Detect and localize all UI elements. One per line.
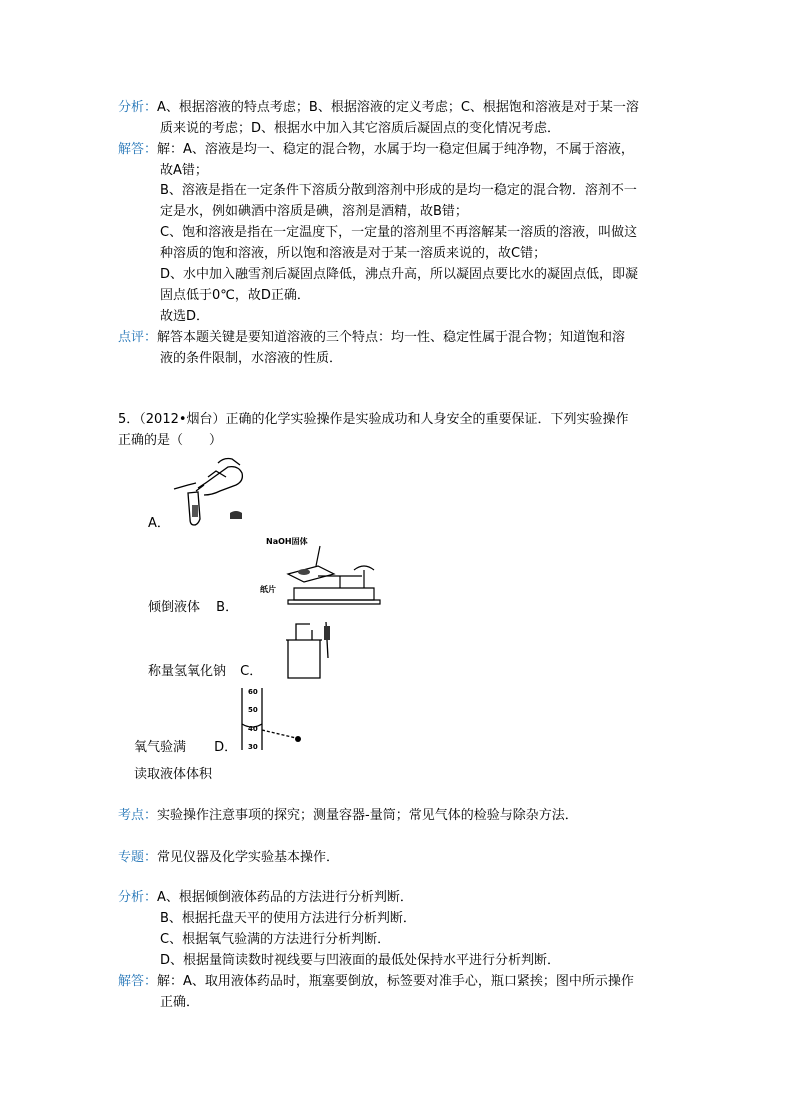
analysis-text-line: B、根据托盘天平的使用方法进行分析判断．	[160, 911, 416, 926]
option-c-label: C．	[240, 664, 263, 679]
mark-40: 40	[248, 725, 258, 733]
answer-text-line: 种溶质的饱和溶液，所以饱和溶液是对于某一溶质来说的，故C错；	[160, 246, 547, 261]
balance-figure	[258, 532, 384, 608]
option-d-label: D．	[214, 740, 238, 755]
analysis-text-line: A、根据倾倒液体药品的方法进行分析判断．	[157, 890, 413, 905]
q5-zhuanti	[118, 848, 339, 868]
zhuanti-text: 常见仪器及化学实验基本操作．	[157, 850, 340, 865]
analysis-text-line: D、根据量筒读数时视线要与凹液面的最低处保持水平进行分析判断．	[160, 953, 561, 968]
pouring-liquid-figure	[168, 455, 258, 530]
option-b-label: B．	[216, 600, 239, 615]
answer-text-line: 解：A、取用液体药品时，瓶塞要倒放，标签要对准手心，瓶口紧挨；图中所示操作	[157, 974, 634, 989]
option-a-caption: 倾倒液体	[148, 600, 201, 615]
answer-label: 解答：	[118, 974, 158, 989]
answer-text-line: 故选D．	[160, 309, 210, 324]
analysis-label: 分析：	[118, 890, 158, 905]
option-d-caption: 读取液体体积	[134, 767, 213, 782]
option-c-caption: 氧气验满	[134, 740, 187, 755]
analysis-text-line: A、根据溶液的特点考虑；B、根据溶液的定义考虑；C、根据饱和溶液是对于某一溶	[157, 100, 639, 115]
comment-text-line: 解答本题关键是要知道溶液的三个特点：均一性、稳定性属于混合物；知道饱和溶	[157, 330, 626, 345]
answer-text-line: 解：A、溶液是均一、稳定的混合物，水属于均一稳定但属于纯净物，不属于溶液，	[157, 142, 634, 157]
answer-text-line: B、溶液是指在一定条件下溶质分散到溶剂中形成的是均一稳定的混合物．溶剂不一	[160, 183, 637, 198]
answer-text-line: 故A错；	[160, 163, 208, 178]
analysis-label: 分析：	[118, 100, 158, 115]
mark-30: 30	[248, 743, 258, 751]
kaodian-text: 实验操作注意事项的探究；测量容器-量筒；常见气体的检验与除杂方法．	[157, 808, 578, 823]
oxygen-test-figure	[276, 618, 346, 684]
option-a-label: A．	[148, 516, 170, 531]
answer-label: 解答：	[118, 142, 158, 157]
mark-60: 60	[248, 688, 258, 696]
answer-text-line: C、饱和溶液是指在一定温度下，一定量的溶剂里不再溶解某一溶质的溶液，叫做这	[160, 225, 638, 240]
question-stem-line: 5．（2012•烟台）正确的化学实验操作是实验成功和人身安全的重要保证．下列实验操作	[118, 412, 629, 427]
comment-label: 点评：	[118, 330, 158, 345]
graduated-cylinder-figure	[236, 686, 306, 752]
answer-text-line: D、水中加入融雪剂后凝固点降低，沸点升高，所以凝固点要比水的凝固点低，即凝	[160, 267, 639, 282]
q5-kaodian	[118, 806, 578, 826]
answer-text-line: 固点低于0℃，故D正确．	[160, 288, 310, 303]
question-stem-line: 正确的是（ ）	[118, 433, 223, 448]
analysis-text-line: C、根据氧气验满的方法进行分析判断．	[160, 932, 391, 947]
mark-50: 50	[248, 706, 258, 714]
paper-label: 纸片	[260, 585, 276, 594]
answer-text-line: 正确．	[160, 995, 200, 1010]
comment-text-line: 液的条件限制，水溶液的性质．	[160, 351, 343, 366]
answer-text-line: 定是水，例如碘酒中溶质是碘，溶剂是酒精，故B错；	[160, 204, 468, 219]
kaodian-label: 考点：	[118, 808, 158, 823]
naoh-label: NaOH固体	[266, 537, 308, 546]
zhuanti-label: 专题：	[118, 850, 158, 865]
option-b-caption: 称量氢氧化钠	[148, 664, 227, 679]
analysis-text-line: 质来说的考虑；D、根据水中加入其它溶质后凝固点的变化情况考虑．	[160, 121, 561, 136]
